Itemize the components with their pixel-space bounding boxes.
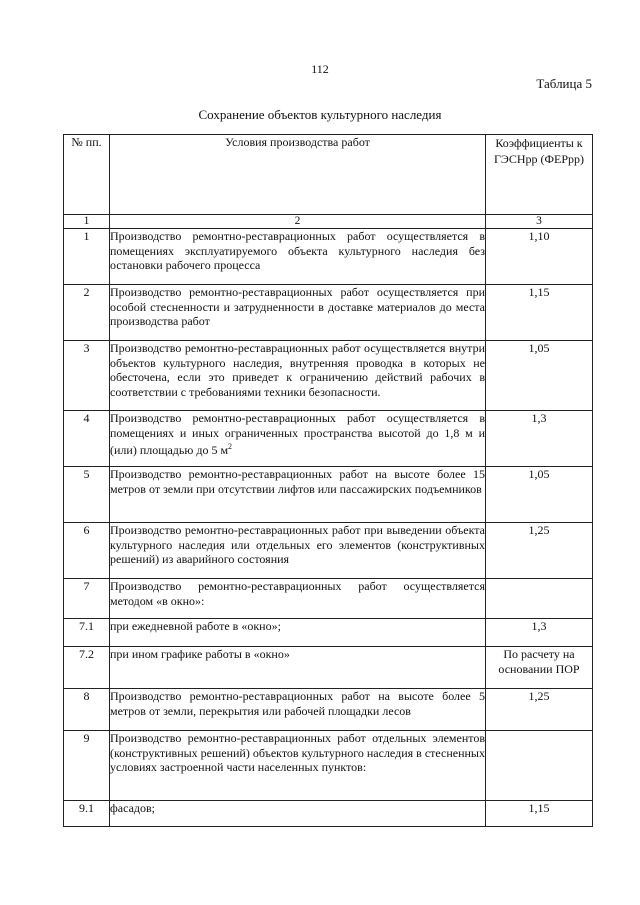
column-index-row	[64, 215, 593, 229]
header-conditions: Условия производства работ	[110, 135, 486, 215]
row-coefficient: 1,3	[486, 619, 593, 647]
table-row	[64, 341, 593, 411]
table-row	[64, 619, 593, 647]
row-coefficient	[486, 579, 593, 619]
row-conditions: Производство ремонтно-реставрационных работ при выведении объекта культурного наследия или отдельных его элементов (конструктивных решений) из аварийного состояния	[110, 523, 486, 579]
row-number: 7	[64, 579, 110, 619]
page-number: 112	[311, 62, 329, 76]
table-label: Таблица 5	[536, 76, 592, 91]
coefficients-table	[63, 134, 593, 827]
table-row	[64, 689, 593, 731]
column-index-1: 1	[64, 215, 110, 229]
row-number: 2	[64, 285, 110, 341]
row-coefficient	[486, 731, 593, 801]
header-number: № пп.	[64, 135, 110, 215]
row-conditions: Производство ремонтно-реставрационных работ осуществляется в помещениях эксплуатируемого объекта культурного наследия без остановки рабочего процесса	[110, 229, 486, 285]
row-number: 8	[64, 689, 110, 731]
row-coefficient: 1,05	[486, 341, 593, 411]
row-number: 9	[64, 731, 110, 801]
row-coefficient: 1,25	[486, 689, 593, 731]
row-conditions: при ежедневной работе в «окно»;	[110, 619, 486, 647]
row-number: 3	[64, 341, 110, 411]
row-conditions: Производство ремонтно-реставрационных работ осуществляется внутри объектов культурного наследия, внутренняя проводка в которых не обесточена, если это приведет к ограничению действий рабочих в соответствии с требованиями техники безопасности.	[110, 341, 486, 411]
table-row	[64, 579, 593, 619]
row-conditions: Производство ремонтно-реставрационных работ на высоте более 5 метров от земли, перекрытия или рабочей площадки лесов	[110, 689, 486, 731]
row-conditions	[110, 411, 486, 467]
row-coefficient: 1,3	[486, 411, 593, 467]
row-coefficient: 1,15	[486, 801, 593, 827]
row-conditions: при ином графике работы в «окно»	[110, 647, 486, 689]
row-number: 7.1	[64, 619, 110, 647]
table-row	[64, 731, 593, 801]
table-row	[64, 467, 593, 523]
table-row	[64, 801, 593, 827]
row-number: 9.1	[64, 801, 110, 827]
row-coefficient: 1,15	[486, 285, 593, 341]
row-number: 5	[64, 467, 110, 523]
header-coefficients: Коэффициенты к ГЭСНрр (ФЕРрр)	[486, 135, 593, 215]
table-row	[64, 647, 593, 689]
row-conditions: Производство ремонтно-реставрационных работ осуществляется методом «в окно»:	[110, 579, 486, 619]
row-conditions: фасадов;	[110, 801, 486, 827]
table-header-row	[64, 135, 593, 215]
table-row	[64, 523, 593, 579]
page-title: Сохранение объектов культурного наследия	[198, 107, 442, 122]
row-conditions: Производство ремонтно-реставрационных работ осуществляется при особой стесненности и затрудненности в доставке материалов до места производства работ	[110, 285, 486, 341]
table-row	[64, 285, 593, 341]
row-coefficient: 1,10	[486, 229, 593, 285]
row-number: 1	[64, 229, 110, 285]
row-conditions-text: Производство ремонтно-реставрационных работ осуществляется в помещениях и иных ограниченных пространства высотой до 1,8 м и (или) площадью до 5 м	[110, 411, 485, 457]
row-coefficient: 1,25	[486, 523, 593, 579]
table-row	[64, 411, 593, 467]
column-index-2: 2	[110, 215, 486, 229]
superscript: 2	[228, 442, 233, 451]
row-coefficient: По расчету на основании ПОР	[486, 647, 593, 689]
row-number: 6	[64, 523, 110, 579]
row-number: 4	[64, 411, 110, 467]
row-conditions: Производство ремонтно-реставрационных работ на высоте более 15 метров от земли при отсутствии лифтов или пассажирских подъемников	[110, 467, 486, 523]
row-conditions: Производство ремонтно-реставрационных работ отдельных элементов (конструктивных решений) объектов культурного наследия в стесненных условиях застроенной части населенных пунктов:	[110, 731, 486, 801]
row-coefficient: 1,05	[486, 467, 593, 523]
column-index-3: 3	[486, 215, 593, 229]
table-row	[64, 229, 593, 285]
row-number: 7.2	[64, 647, 110, 689]
